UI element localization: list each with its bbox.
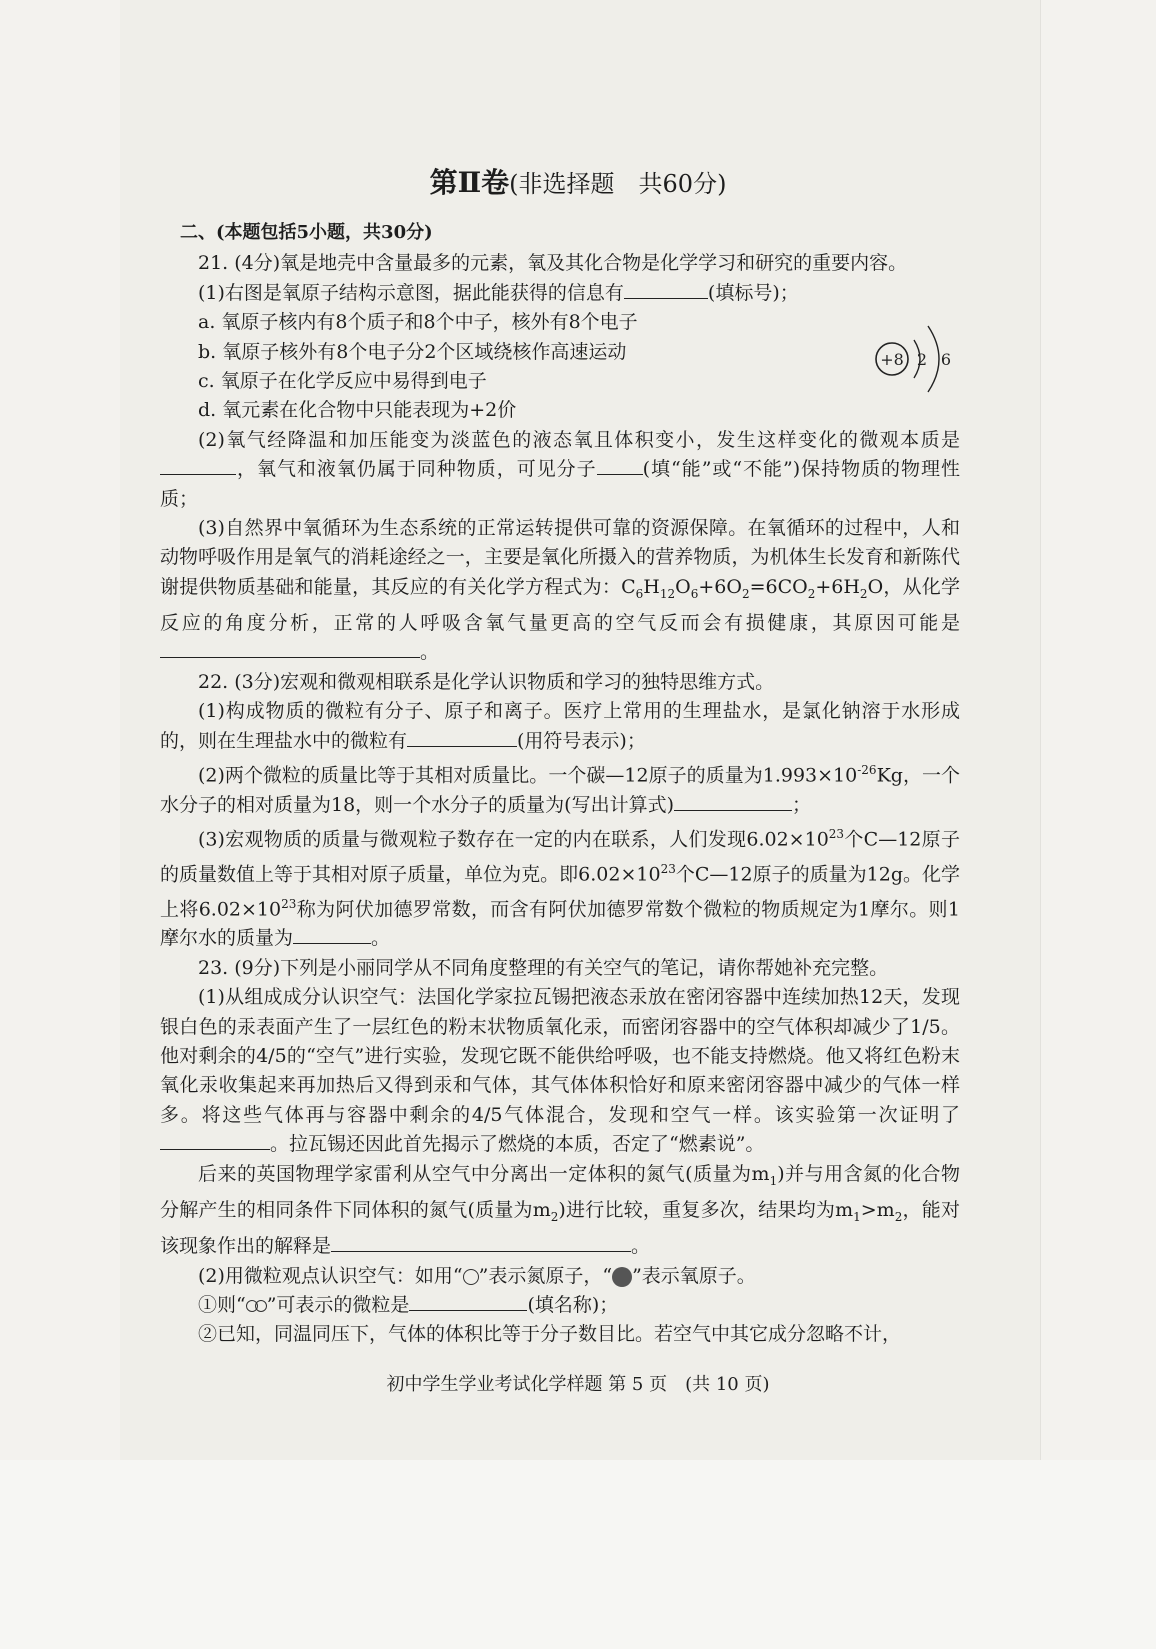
q21-option-c: c. 氧原子在化学反应中易得到电子 (198, 370, 487, 393)
q23-part2-1: ①则“ ”可表示的微粒是 (填名称)； (198, 1293, 619, 1316)
q22-p1-tail: (用符号表示)； (517, 729, 646, 752)
q22-part2: (2)两个微粒的质量比等于其相对质量比。一个碳—12原子的质量为$1.993\times 10^{-26}Kg$，一个水分子的相对质量为18，则一个水分子的质量为(写出计算式) ； (160, 763, 960, 816)
q23-part1b: 后来的英国物理学家雷利从空气中分离出一定体积的氮气(质量为$m_1$)并与用含氮的化合物分解产生的相同条件下同体积的氮气(质量为$m_2$)进行比较，重复多次，结果均为$m_1>m_2$，能对该现象作出的解释是 。 (160, 1162, 960, 1258)
q22-p2-mid: Kg，一个水分子的相对质量为18，则一个水分子的质量为(写出计算式) (160, 764, 960, 816)
answer-blank-22-2[interactable] (674, 792, 792, 811)
respiration-equation: $C_6H_{12}O_6+6O_2=6CO_2+6H_2O$ (621, 575, 884, 601)
oxygen-atom-icon (612, 1267, 632, 1287)
q21-p1-text: (1)右图是氧原子结构示意图，据此能获得的信息有 (198, 281, 624, 304)
q21-p2-text: (2)氧气经降温和加压能变为淡蓝色的液态氧且体积变小，发生这样变化的微观本质是 (198, 428, 960, 451)
q21-p2-mid: ，氧气和液氧仍属于同种物质，可见分子 (236, 458, 597, 481)
q21-p3-text: (3)自然界中氧循环为生态系统的正常运转提供可靠的资源保障。在氧循环的过程中，人和动物呼吸作用是氧气的消耗途经之一，主要是氧化所摄入的营养物质，为机体生长发育和新陈代谢提供物质基础和能量，其反应的有关化学方程式为： (160, 517, 960, 598)
answer-blank-23-1[interactable] (160, 1131, 270, 1150)
answer-blank-21-4[interactable] (160, 639, 420, 658)
q22-p2-tail: ； (792, 793, 812, 816)
answer-blank-23-2[interactable] (331, 1233, 631, 1252)
q21-option-b: b. 氧原子核外有8个电子分2个区域绕核作高速运动 (198, 340, 627, 363)
shell1-count: 2 (916, 350, 928, 369)
answer-blank-23-3[interactable] (409, 1292, 527, 1311)
q21-intro: 21. (4分)氧是地壳中含量最多的元素，氧及其化合物是化学学习和研究的重要内容。 (198, 252, 908, 275)
page-margin (0, 1460, 1156, 1649)
page-footer: 初中学生学业考试化学样题 第 5 页 (共 10 页) (386, 1374, 770, 1395)
section-heading: 二、(本题包括5小题，共30分) (180, 222, 433, 243)
q22-p1-text: (1)构成物质的微粒有分子、原子和离子。医疗上常用的生理盐水，是氯化钠溶于水形成的，则在生理盐水中的微粒有 (160, 700, 960, 752)
q21-option-a: a. 氧原子核内有8个质子和8个中子，核外有8个电子 (198, 311, 638, 334)
q22-part3: (3)宏观物质的质量与微观粒子数存在一定的内在联系，人们发现$6.02\times 10^{23}$个C—12原子的质量数值上等于其相对原子质量，单位为克。即$6.02\times 10^{23}$个C—12原子的质量为12g。化学上将$6.02\times 10^{23}$称为阿伏加德罗常数，而含有阿伏加德罗常数个微粒的物质规定为1摩尔。则1摩尔水的质量为 。 (160, 827, 961, 950)
title-volume: 第Ⅱ卷 (429, 166, 510, 199)
answer-blank-21-1[interactable] (624, 280, 708, 299)
q23-part1 (160, 983, 960, 1159)
q21-p3-tail: 。 (420, 641, 440, 664)
q23-p1-tail: 。拉瓦锡还因此首先揭示了燃烧的本质，否定了“燃素说”。 (270, 1133, 765, 1156)
page-title (0, 168, 1156, 199)
q22-p2-text: (2)两个微粒的质量比等于其相对质量比。一个碳—12原子的质量为1.993×10 (198, 764, 858, 787)
q21-p1-tail: (填标号)； (707, 281, 799, 304)
shell2-count: 6 (940, 350, 952, 369)
q21-part1 (160, 279, 960, 308)
answer-blank-21-3[interactable] (597, 456, 643, 475)
nucleus-charge: +8 (880, 350, 904, 369)
question-content (160, 218, 960, 1350)
q23-part2: (2)用微粒观点认识空气：如用“ ”表示氮原子，“ ”表示氧原子。 (198, 1264, 756, 1287)
title-subtitle: (非选择题 共60分) (509, 170, 727, 198)
answer-blank-21-2[interactable] (160, 456, 236, 475)
q22-p3-text: (3)宏观物质的质量与微观粒子数存在一定的内在联系，人们发现6.02×10 (198, 828, 829, 851)
nitrogen-atom-icon (463, 1269, 479, 1285)
q23-p1-text: (1)从组成成分认识空气：法国化学家拉瓦锡把液态汞放在密闭容器中连续加热12天，发现银白色的汞表面产生了一层红色的粉末状物质氧化汞，而密闭容器中的空气体积却减少了1/5。他对剩余的4/5的“空气”进行实验，发现它既不能供给呼吸，也不能支持燃烧。他又将红色粉末氧化汞收集起来再加热后又得到汞和气体，其气体体积恰好和原来密闭容器中减少的气体一样多。将这些气体再与容器中剩余的4/5气体混合，发现和空气一样。该实验第一次证明了 (160, 986, 960, 1126)
answer-blank-22-1[interactable] (407, 728, 517, 747)
q21-part3 (160, 514, 960, 668)
q22-part1 (160, 697, 960, 756)
q21-p3-mid: ，从化学反应的角度分析，正常的人呼吸含氧气量更高的空气反而会有损健康，其原因可能是 (160, 575, 960, 635)
q22-intro: 22. (3分)宏观和微观相联系是化学认识物质和学习的独特思维方式。 (198, 670, 775, 693)
q21-p2-tail: (填“能”或“不能”)保持物质的物理性质； (160, 458, 960, 510)
q21-option-d: d. 氧元素在化合物中只能表现为+2价 (198, 399, 517, 422)
nitrogen-molecule-icon (246, 1294, 267, 1316)
q21-part2 (160, 426, 960, 514)
q23-intro: 23. (9分)下列是小丽同学从不同角度整理的有关空气的笔记，请你帮她补充完整。 (198, 956, 889, 979)
answer-blank-22-3[interactable] (293, 925, 371, 944)
q23-part2-2: ②已知，同温同压下，气体的体积比等于分子数目比。若空气中其它成分忽略不计， (198, 1323, 902, 1346)
